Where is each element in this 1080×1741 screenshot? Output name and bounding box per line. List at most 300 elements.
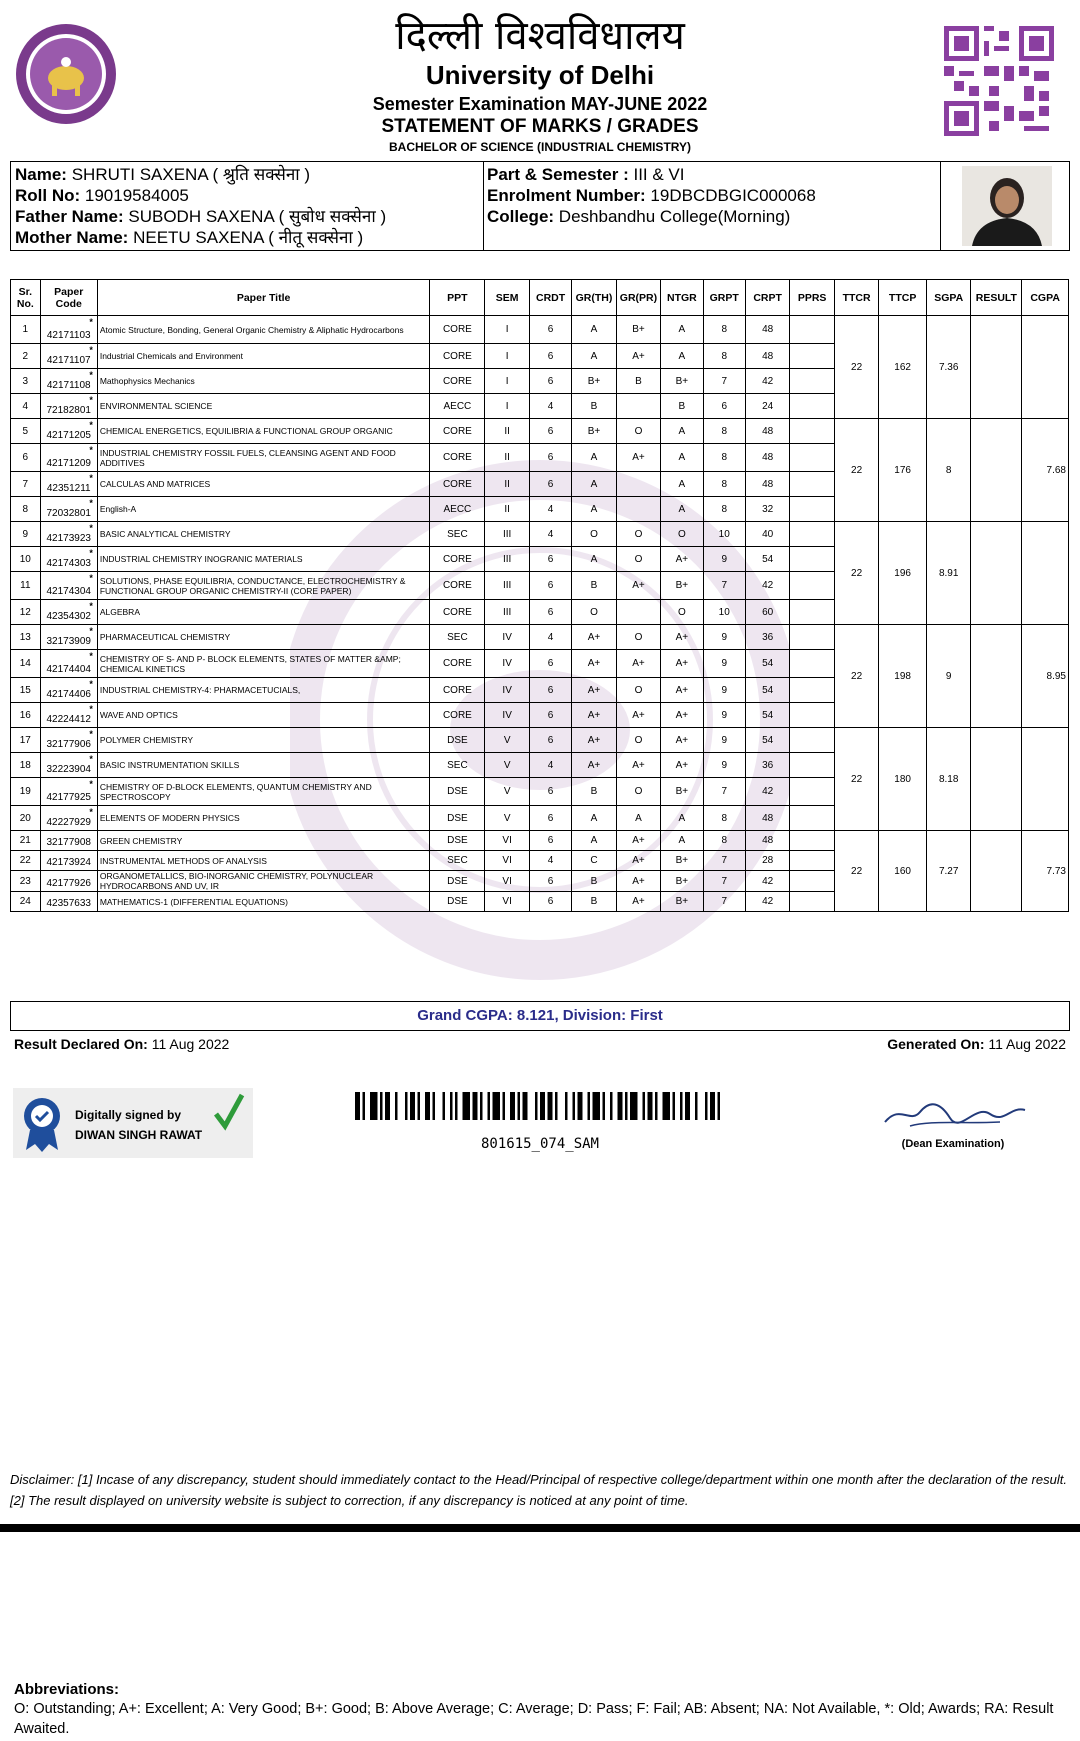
cell-crdt: 6 bbox=[529, 444, 571, 472]
cell-sem: V bbox=[485, 753, 529, 778]
cell-grpt: 9 bbox=[703, 753, 745, 778]
result-declared-date: 11 Aug 2022 bbox=[151, 1036, 230, 1052]
abbreviations-title: Abbreviations: bbox=[14, 1681, 120, 1698]
cell-ppt: DSE bbox=[430, 778, 485, 806]
cell-title: BASIC ANALYTICAL CHEMISTRY bbox=[97, 522, 430, 547]
cell-crpt: 48 bbox=[745, 419, 789, 444]
checkmark-icon bbox=[213, 1092, 245, 1132]
cell-crdt: 4 bbox=[529, 625, 571, 650]
cell-sr: 7 bbox=[11, 472, 41, 497]
cell-grpr bbox=[616, 394, 660, 419]
cell-grth: B bbox=[572, 871, 616, 892]
cell-ntgr: B+ bbox=[661, 892, 703, 912]
semester-result bbox=[971, 419, 1022, 522]
col-header: TTCR bbox=[834, 280, 878, 316]
cell-grth: A bbox=[572, 497, 616, 522]
semester-ttcp: 198 bbox=[879, 625, 927, 728]
enrolment-number: 19DBCDBGIC000068 bbox=[650, 186, 816, 205]
cell-sem: IV bbox=[485, 703, 529, 728]
semester-ttcp: 176 bbox=[879, 419, 927, 522]
cell-grpt: 7 bbox=[703, 892, 745, 912]
cell-grpt: 7 bbox=[703, 871, 745, 892]
cell-pprs bbox=[790, 703, 834, 728]
paper-code: 72032801 bbox=[46, 508, 91, 519]
col-header: CRPT bbox=[745, 280, 789, 316]
semester-cgpa: 7.73 bbox=[1022, 831, 1069, 912]
name-label: Name: bbox=[15, 165, 67, 184]
col-header: TTCP bbox=[879, 280, 927, 316]
cell-title: ORGANOMETALLICS, BIO-INORGANIC CHEMISTRY, POLYNUCLEAR HYDROCARBONS AND UV, IR bbox=[97, 871, 430, 892]
cell-ppt: SEC bbox=[430, 625, 485, 650]
cell-sem: II bbox=[485, 419, 529, 444]
student-info-box bbox=[10, 161, 1070, 251]
cell-grth: A+ bbox=[572, 703, 616, 728]
paper-code: 32177908 bbox=[46, 837, 91, 848]
cell-crdt: 6 bbox=[529, 316, 571, 344]
cell-grpt: 7 bbox=[703, 778, 745, 806]
cell-ntgr: A bbox=[661, 472, 703, 497]
semester-ttcr: 22 bbox=[834, 316, 878, 419]
cell-ntgr: O bbox=[661, 522, 703, 547]
cell-grpr: A+ bbox=[616, 851, 660, 871]
cell-grpt: 9 bbox=[703, 678, 745, 703]
dean-signature bbox=[880, 1094, 1030, 1134]
cell-sem: II bbox=[485, 497, 529, 522]
college-label: College: bbox=[487, 207, 555, 226]
cell-grpt: 10 bbox=[703, 522, 745, 547]
cell-crpt: 48 bbox=[745, 806, 789, 831]
cell-crdt: 6 bbox=[529, 831, 571, 851]
paper-code: 42171108 bbox=[46, 380, 91, 391]
cell-grth: A bbox=[572, 547, 616, 572]
cell-title: CHEMICAL ENERGETICS, EQUILIBRIA & FUNCTIONAL GROUP ORGANIC bbox=[97, 419, 430, 444]
cell-grth: A+ bbox=[572, 678, 616, 703]
cell-crpt: 32 bbox=[745, 497, 789, 522]
cell-crdt: 6 bbox=[529, 572, 571, 600]
cell-crdt: 6 bbox=[529, 650, 571, 678]
cell-grpt: 8 bbox=[703, 344, 745, 369]
cell-grpr: O bbox=[616, 728, 660, 753]
cell-grpr: A+ bbox=[616, 650, 660, 678]
semester-result bbox=[971, 316, 1022, 419]
cell-crpt: 48 bbox=[745, 344, 789, 369]
old-award-mark: * bbox=[89, 626, 93, 636]
enrol-label: Enrolment Number: bbox=[487, 186, 646, 205]
cell-code bbox=[40, 547, 97, 572]
generated-on bbox=[887, 1036, 1066, 1052]
cell-ntgr: B bbox=[661, 394, 703, 419]
col-header: RESULT bbox=[971, 280, 1022, 316]
cell-grpr bbox=[616, 472, 660, 497]
cell-crpt: 42 bbox=[745, 572, 789, 600]
old-award-mark: * bbox=[89, 573, 93, 583]
student-name: SHRUTI SAXENA ( श्रुति सक्सेना ) bbox=[71, 165, 311, 184]
cell-crdt: 6 bbox=[529, 472, 571, 497]
cell-grpr: A+ bbox=[616, 703, 660, 728]
cell-grpt: 8 bbox=[703, 831, 745, 851]
cell-crpt: 54 bbox=[745, 728, 789, 753]
cell-sr: 24 bbox=[11, 892, 41, 912]
cell-code bbox=[40, 316, 97, 344]
cell-title: INDUSTRIAL CHEMISTRY FOSSIL FUELS, CLEANSING AGENT AND FOOD ADDITIVES bbox=[97, 444, 430, 472]
cell-ntgr: A+ bbox=[661, 753, 703, 778]
cell-grth: A+ bbox=[572, 753, 616, 778]
cell-crdt: 6 bbox=[529, 728, 571, 753]
col-header: SGPA bbox=[926, 280, 970, 316]
cell-grpr: A+ bbox=[616, 871, 660, 892]
barcode-number: 801615_074_SAM bbox=[480, 1136, 599, 1152]
cell-grth: C bbox=[572, 851, 616, 871]
college-name: Deshbandhu College(Morning) bbox=[558, 207, 791, 226]
cell-grth: A+ bbox=[572, 650, 616, 678]
digital-signed-by: Digitally signed by bbox=[75, 1108, 182, 1122]
cell-ppt: CORE bbox=[430, 472, 485, 497]
table-row bbox=[11, 316, 1069, 344]
semester-sgpa: 8.91 bbox=[926, 522, 970, 625]
cell-crpt: 36 bbox=[745, 625, 789, 650]
cell-sem: III bbox=[485, 547, 529, 572]
semester-cgpa: 8.95 bbox=[1022, 625, 1069, 728]
cell-crdt: 6 bbox=[529, 806, 571, 831]
student-details-right bbox=[487, 164, 816, 227]
cell-title: MATHEMATICS-1 (DIFFERENTIAL EQUATIONS) bbox=[97, 892, 430, 912]
paper-code: 42224412 bbox=[46, 714, 91, 725]
semester-ttcr: 22 bbox=[834, 625, 878, 728]
cell-code bbox=[40, 778, 97, 806]
cell-grpr: A+ bbox=[616, 892, 660, 912]
cell-code bbox=[40, 419, 97, 444]
cell-crpt: 48 bbox=[745, 444, 789, 472]
cell-sem: V bbox=[485, 778, 529, 806]
abbreviations-text: O: Outstanding; A+: Excellent; A: Very Good; B+: Good; B: Above Average; C: Average; D: Pass; F: Fail; AB: Absent; NA: Not Available, *: Old; Awards; RA: Result Awaited. bbox=[14, 1701, 1054, 1737]
cell-grpr: O bbox=[616, 625, 660, 650]
cell-crpt: 48 bbox=[745, 831, 789, 851]
semester-ttcp: 180 bbox=[879, 728, 927, 831]
paper-code: 32223904 bbox=[46, 764, 91, 775]
cell-grpt: 8 bbox=[703, 472, 745, 497]
cell-sem: III bbox=[485, 522, 529, 547]
table-row bbox=[11, 522, 1069, 547]
old-award-mark: * bbox=[89, 548, 93, 558]
cell-pprs bbox=[790, 344, 834, 369]
father-label: Father Name: bbox=[15, 207, 124, 226]
old-award-mark: * bbox=[89, 445, 93, 455]
semester-sgpa: 7.36 bbox=[926, 316, 970, 419]
cell-code bbox=[40, 344, 97, 369]
cell-ntgr: A bbox=[661, 316, 703, 344]
cell-grth: O bbox=[572, 522, 616, 547]
cell-sem: III bbox=[485, 600, 529, 625]
cell-sem: VI bbox=[485, 851, 529, 871]
cell-title: ELEMENTS OF MODERN PHYSICS bbox=[97, 806, 430, 831]
cell-title: CALCULAS AND MATRICES bbox=[97, 472, 430, 497]
cell-pprs bbox=[790, 678, 834, 703]
disclaimer: Disclaimer: [1] Incase of any discrepancy, student should immediately contact to the Head/Principal of respective college/department within one month after the declaration of the result. [2] The result displayed on university website is subject to correction, if any discrepancy is noticed at any point of time. bbox=[10, 1472, 1067, 1508]
cell-pprs bbox=[790, 650, 834, 678]
cell-code bbox=[40, 600, 97, 625]
cell-sr: 5 bbox=[11, 419, 41, 444]
cell-sr: 9 bbox=[11, 522, 41, 547]
cell-sem: I bbox=[485, 344, 529, 369]
semester-sgpa: 8.18 bbox=[926, 728, 970, 831]
col-header: CGPA bbox=[1022, 280, 1069, 316]
old-award-mark: * bbox=[89, 807, 93, 817]
cell-ntgr: B+ bbox=[661, 572, 703, 600]
cell-grth: B+ bbox=[572, 369, 616, 394]
cell-pprs bbox=[790, 547, 834, 572]
cell-ppt: DSE bbox=[430, 831, 485, 851]
old-award-mark: * bbox=[89, 679, 93, 689]
cell-grpr: B bbox=[616, 369, 660, 394]
semester-ttcp: 160 bbox=[879, 831, 927, 912]
cell-sr: 15 bbox=[11, 678, 41, 703]
semester-result bbox=[971, 625, 1022, 728]
col-header: Sr. No. bbox=[11, 280, 41, 316]
cell-ppt: CORE bbox=[430, 572, 485, 600]
cell-pprs bbox=[790, 728, 834, 753]
cell-code bbox=[40, 831, 97, 851]
paper-code: 42171209 bbox=[46, 458, 91, 469]
cell-code bbox=[40, 625, 97, 650]
digital-signature-badge bbox=[13, 1088, 253, 1158]
cell-ppt: CORE bbox=[430, 678, 485, 703]
cell-code bbox=[40, 703, 97, 728]
cell-title: ENVIRONMENTAL SCIENCE bbox=[97, 394, 430, 419]
table-row bbox=[11, 625, 1069, 650]
cell-ppt: CORE bbox=[430, 419, 485, 444]
cell-grth: A bbox=[572, 472, 616, 497]
cell-code bbox=[40, 650, 97, 678]
cell-code bbox=[40, 572, 97, 600]
cell-title: GREEN CHEMISTRY bbox=[97, 831, 430, 851]
semester-ttcr: 22 bbox=[834, 522, 878, 625]
cell-pprs bbox=[790, 316, 834, 344]
col-header: NTGR bbox=[661, 280, 703, 316]
cell-grpt: 9 bbox=[703, 650, 745, 678]
semester-cgpa bbox=[1022, 728, 1069, 831]
cell-grpt: 9 bbox=[703, 547, 745, 572]
cell-ntgr: A+ bbox=[661, 703, 703, 728]
digital-signer: DIWAN SINGH RAWAT bbox=[75, 1128, 203, 1142]
old-award-mark: * bbox=[89, 779, 93, 789]
cell-grpr: O bbox=[616, 778, 660, 806]
part-semester: III & VI bbox=[633, 165, 685, 184]
cell-sr: 3 bbox=[11, 369, 41, 394]
cell-grpt: 10 bbox=[703, 600, 745, 625]
cell-sr: 23 bbox=[11, 871, 41, 892]
cell-pprs bbox=[790, 444, 834, 472]
cell-ppt: AECC bbox=[430, 497, 485, 522]
statement-title: STATEMENT OF MARKS / GRADES bbox=[381, 116, 699, 137]
cell-sr: 8 bbox=[11, 497, 41, 522]
cell-crdt: 6 bbox=[529, 547, 571, 572]
cell-grpt: 8 bbox=[703, 419, 745, 444]
semester-ttcr: 22 bbox=[834, 419, 878, 522]
cell-title: Industrial Chemicals and Environment bbox=[97, 344, 430, 369]
cell-pprs bbox=[790, 472, 834, 497]
cell-pprs bbox=[790, 892, 834, 912]
cell-title: INSTRUMENTAL METHODS OF ANALYSIS bbox=[97, 851, 430, 871]
barcode bbox=[355, 1092, 725, 1120]
cell-sem: IV bbox=[485, 678, 529, 703]
cell-title: SOLUTIONS, PHASE EQUILIBRIA, CONDUCTANCE, ELECTROCHEMISTRY & FUNCTIONAL GROUP ORGANIC CHEMISTRY-II (CORE PAPER) bbox=[97, 572, 430, 600]
cell-ppt: CORE bbox=[430, 600, 485, 625]
cell-title: ALGEBRA bbox=[97, 600, 430, 625]
cell-sem: II bbox=[485, 444, 529, 472]
cell-pprs bbox=[790, 572, 834, 600]
cell-sr: 12 bbox=[11, 600, 41, 625]
paper-code: 32177906 bbox=[46, 739, 91, 750]
cell-ntgr: B+ bbox=[661, 851, 703, 871]
cell-grpr: O bbox=[616, 547, 660, 572]
cell-ntgr: A bbox=[661, 806, 703, 831]
cell-ppt: CORE bbox=[430, 547, 485, 572]
cell-ppt: DSE bbox=[430, 871, 485, 892]
cell-pprs bbox=[790, 522, 834, 547]
cell-pprs bbox=[790, 600, 834, 625]
cell-ntgr: A+ bbox=[661, 650, 703, 678]
paper-code: 42174404 bbox=[46, 664, 91, 675]
paper-code: 42174406 bbox=[46, 689, 91, 700]
cell-grth: B bbox=[572, 572, 616, 600]
result-declared bbox=[14, 1036, 229, 1052]
cell-crpt: 54 bbox=[745, 703, 789, 728]
cell-grth: B bbox=[572, 778, 616, 806]
col-header: GRPT bbox=[703, 280, 745, 316]
old-award-mark: * bbox=[89, 523, 93, 533]
cell-sem: VI bbox=[485, 892, 529, 912]
cell-crpt: 54 bbox=[745, 547, 789, 572]
cell-title: English-A bbox=[97, 497, 430, 522]
cell-crpt: 54 bbox=[745, 678, 789, 703]
cell-sr: 19 bbox=[11, 778, 41, 806]
roll-label: Roll No: bbox=[15, 186, 81, 205]
cell-grpr: A+ bbox=[616, 444, 660, 472]
cell-ppt: AECC bbox=[430, 394, 485, 419]
cell-ppt: DSE bbox=[430, 892, 485, 912]
cell-pprs bbox=[790, 497, 834, 522]
cell-ppt: CORE bbox=[430, 703, 485, 728]
cell-crdt: 6 bbox=[529, 871, 571, 892]
old-award-mark: * bbox=[89, 601, 93, 611]
cell-ppt: DSE bbox=[430, 806, 485, 831]
exam-name: Semester Examination MAY-JUNE 2022 bbox=[372, 94, 708, 114]
cell-grpt: 8 bbox=[703, 444, 745, 472]
cell-pprs bbox=[790, 369, 834, 394]
grand-cgpa: Grand CGPA: 8.121, Division: First bbox=[10, 1001, 1070, 1031]
paper-code: 42171205 bbox=[46, 430, 91, 441]
dean-label: (Dean Examination) bbox=[901, 1138, 1005, 1150]
badge-icon bbox=[21, 1096, 63, 1152]
paper-code: 42174303 bbox=[46, 558, 91, 569]
semester-sgpa: 8 bbox=[926, 419, 970, 522]
col-header: PPRS bbox=[790, 280, 834, 316]
cell-code bbox=[40, 394, 97, 419]
cell-grpr: A+ bbox=[616, 831, 660, 851]
mother-label: Mother Name: bbox=[15, 228, 129, 247]
cell-ntgr: A+ bbox=[661, 678, 703, 703]
semester-result bbox=[971, 728, 1022, 831]
table-row bbox=[11, 419, 1069, 444]
cell-pprs bbox=[790, 753, 834, 778]
cell-crdt: 6 bbox=[529, 344, 571, 369]
generated-label: Generated On: bbox=[887, 1036, 985, 1052]
cell-code bbox=[40, 728, 97, 753]
cell-pprs bbox=[790, 394, 834, 419]
semester-cgpa: 7.68 bbox=[1022, 419, 1069, 522]
cell-grpr: B+ bbox=[616, 316, 660, 344]
old-award-mark: * bbox=[89, 345, 93, 355]
cell-crpt: 42 bbox=[745, 892, 789, 912]
cell-grpt: 7 bbox=[703, 851, 745, 871]
old-award-mark: * bbox=[89, 498, 93, 508]
cell-code bbox=[40, 444, 97, 472]
marks-body bbox=[11, 316, 1069, 912]
col-header: CRDT bbox=[529, 280, 571, 316]
old-award-mark: * bbox=[89, 395, 93, 405]
cell-grpr: O bbox=[616, 522, 660, 547]
cell-grpr: O bbox=[616, 419, 660, 444]
col-header: PPT bbox=[430, 280, 485, 316]
cell-sem: II bbox=[485, 472, 529, 497]
cell-code bbox=[40, 678, 97, 703]
mother-name: NEETU SAXENA ( नीतू सक्सेना ) bbox=[133, 228, 364, 247]
cell-grth: B+ bbox=[572, 419, 616, 444]
table-row bbox=[11, 728, 1069, 753]
cell-grth: B bbox=[572, 394, 616, 419]
paper-code: 42227929 bbox=[46, 817, 91, 828]
old-award-mark: * bbox=[89, 420, 93, 430]
cell-grpr: A+ bbox=[616, 344, 660, 369]
cell-ppt: SEC bbox=[430, 753, 485, 778]
cell-grpr: A bbox=[616, 806, 660, 831]
cell-code bbox=[40, 851, 97, 871]
cell-sem: IV bbox=[485, 650, 529, 678]
old-award-mark: * bbox=[89, 651, 93, 661]
cell-grth: A bbox=[572, 831, 616, 851]
paper-code: 72182801 bbox=[46, 405, 91, 416]
cell-code bbox=[40, 892, 97, 912]
cell-title: Atomic Structure, Bonding, General Organic Chemistry & Aliphatic Hydrocarbons bbox=[97, 316, 430, 344]
cell-title: CHEMISTRY OF D-BLOCK ELEMENTS, QUANTUM CHEMISTRY AND SPECTROSCOPY bbox=[97, 778, 430, 806]
col-header: GR(TH) bbox=[572, 280, 616, 316]
col-header: Paper Title bbox=[97, 280, 430, 316]
cell-ntgr: B+ bbox=[661, 369, 703, 394]
semester-cgpa bbox=[1022, 316, 1069, 419]
cell-grth: B bbox=[572, 892, 616, 912]
paper-code: 42171103 bbox=[46, 330, 91, 341]
paper-code: 42171107 bbox=[46, 355, 91, 366]
cell-ntgr: B+ bbox=[661, 871, 703, 892]
marks-table bbox=[10, 279, 1069, 912]
cell-sem: I bbox=[485, 394, 529, 419]
semester-sgpa: 9 bbox=[926, 625, 970, 728]
paper-code: 42351211 bbox=[46, 483, 91, 494]
student-photo bbox=[962, 166, 1052, 246]
cell-ntgr: B+ bbox=[661, 778, 703, 806]
cell-sem: V bbox=[485, 728, 529, 753]
cell-sem: VI bbox=[485, 831, 529, 851]
old-award-mark: * bbox=[89, 317, 93, 327]
hindi-title: दिल्ली विश्वविधालय bbox=[395, 13, 685, 59]
cell-pprs bbox=[790, 419, 834, 444]
cell-ppt: DSE bbox=[430, 728, 485, 753]
cell-ntgr: A bbox=[661, 497, 703, 522]
cell-grth: A bbox=[572, 316, 616, 344]
semester-ttcr: 22 bbox=[834, 831, 878, 912]
cell-grth: A bbox=[572, 344, 616, 369]
paper-code: 42357633 bbox=[46, 898, 91, 909]
